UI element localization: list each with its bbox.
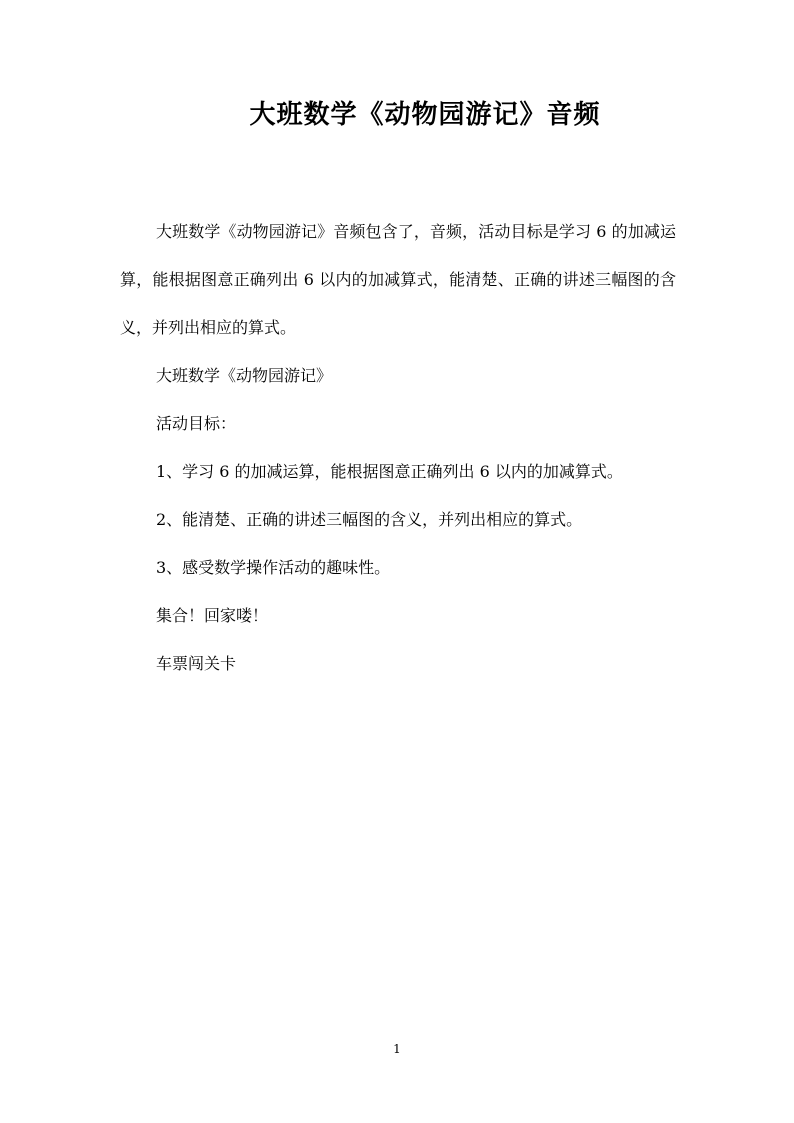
objective-item-1: 1、学习 6 的加减运算，能根据图意正确列出 6 以内的加减算式。 bbox=[156, 462, 623, 481]
activity-line-gather: 集合！回家喽！ bbox=[156, 606, 269, 625]
objective-item-3: 3、感受数学操作活动的趣味性。 bbox=[156, 558, 391, 577]
objectives-label: 活动目标： bbox=[156, 414, 237, 433]
objective-item-2: 2、能清楚、正确的讲述三幅图的含义，并列出相应的算式。 bbox=[156, 510, 583, 529]
document-body bbox=[120, 208, 676, 688]
section-heading: 大班数学《动物园游记》 bbox=[156, 366, 333, 385]
intro-paragraph: 大班数学《动物园游记》音频包含了，音频，活动目标是学习 6 的加减运算，能根据图意正确列出 6 以内的加减算式，能清楚、正确的讲述三幅图的含义，并列出相应的算式。 bbox=[120, 222, 676, 337]
activity-line-ticket: 车票闯关卡 bbox=[156, 654, 237, 673]
document-title: 大班数学《动物园游记》音频 bbox=[249, 100, 601, 130]
page-number: 1 bbox=[393, 1042, 401, 1056]
